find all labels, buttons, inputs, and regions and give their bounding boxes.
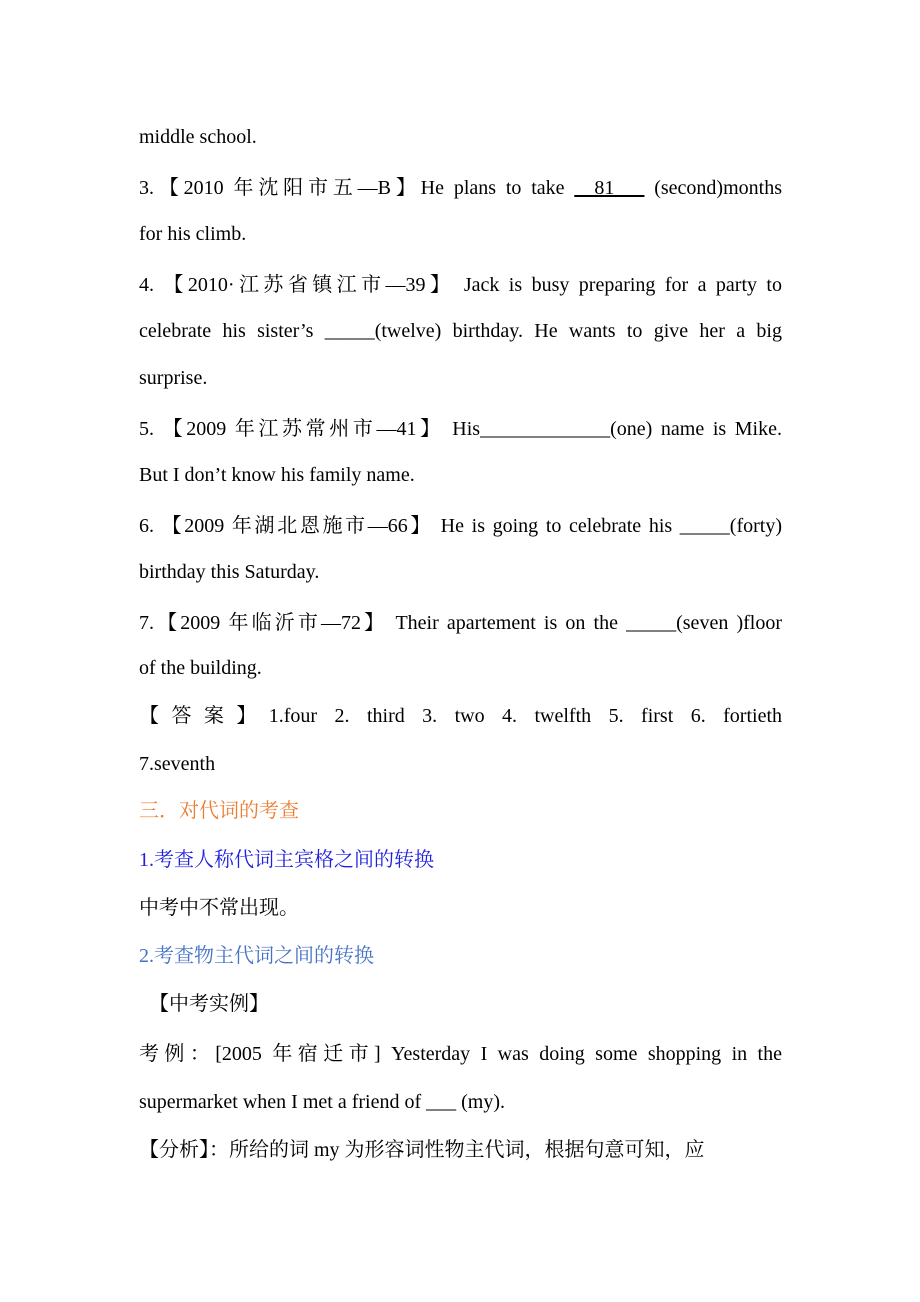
question-2-tail: middle school. — [139, 126, 257, 148]
question-6-line-2: birthday this Saturday. — [139, 561, 320, 583]
question-3-prefix: 3.【2010 年沈阳市五—B】He plans to take — [139, 177, 575, 199]
subsection-1-heading: 1.考查人称代词主宾格之间的转换 — [139, 849, 434, 871]
question-7-line-1: 7.【2009 年临沂市—72】 Their apartement is on the _____(seven )floor — [139, 612, 782, 634]
section-3-heading: 三．对代词的考查 — [139, 800, 299, 822]
question-5-line-2: But I don’t know his family name. — [139, 464, 415, 486]
question-4-line-2: celebrate his sister’s _____(twelve) birthday. He wants to give her a big — [139, 320, 782, 342]
question-3-suffix: (second)months — [644, 177, 782, 199]
question-3-line-1 — [139, 175, 782, 201]
analysis-line-1: 【分析】：所给的词 my 为形容词性物主代词，根据句意可知，应 — [139, 1139, 705, 1161]
question-6-line-1: 6. 【2009 年湖北恩施市—66】 He is going to celebrate his _____(forty) — [139, 515, 782, 537]
question-7-line-2: of the building. — [139, 657, 262, 679]
question-3-line-2: for his climb. — [139, 223, 247, 245]
question-3-blank: __81___ — [574, 177, 645, 199]
example-label: 【中考实例】 — [149, 993, 269, 1015]
question-5-line-1: 5. 【2009 年江苏常州市—41】 His_____________(one) name is Mike. — [139, 418, 782, 440]
subsection-2-heading: 2.考查物主代词之间的转换 — [139, 945, 374, 967]
example-line-2: supermarket when I met a friend of ___ (my). — [139, 1091, 505, 1113]
subsection-1-text: 中考中不常出现。 — [139, 897, 299, 919]
question-4-line-3: surprise. — [139, 367, 208, 389]
example-line-1: 考例：[2005 年宿迁市] Yesterday I was doing some shopping in the — [139, 1043, 782, 1065]
answers-line-2: 7.seventh — [139, 753, 216, 775]
answers-line-1: 【答案】1.four 2. third 3. two 4. twelfth 5. first 6. fortieth — [139, 705, 782, 727]
question-4-line-1: 4. 【2010·江苏省镇江市—39】 Jack is busy preparing for a party to — [139, 274, 782, 296]
